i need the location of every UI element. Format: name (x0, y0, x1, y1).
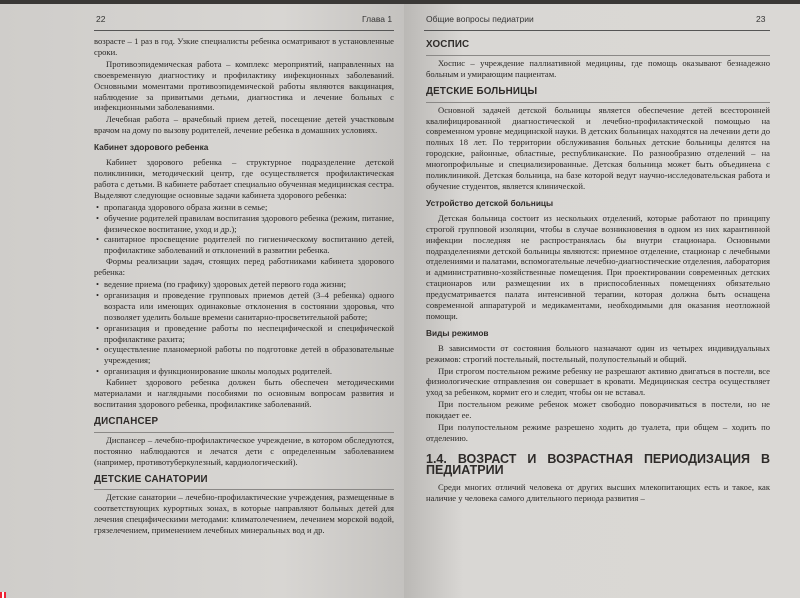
right-running-head: Общие вопросы педиатрии (426, 14, 534, 24)
cabinet-heading: Кабинет здорового ребенка (94, 142, 209, 153)
left-header-rule (94, 30, 394, 31)
paragraph: Детская больница состоит из нескольких отделений, которые работают по принципу строгой групповой изоляции, чтобы в случае возникновения в одном из них карантинной инфекции последняя не распространялась бы внутри стационара. Основными подразделениями детской больницы являются: приемное отделение, стационар с лечебными отделениями и палатами, вспомогательные лечебно-диагностические отделения, лаборатория и административно-хозяйственные помещения. При проектировании современных детских стационаров или размещении их в приспособленных помещениях обязательно предусматривается палата интенсивной терапии, которая должна быть оснащена современной аппаратурой и медикаментами, необходимыми для оказания неотложной помощи. (426, 212, 770, 321)
paragraph: Хоспис – учреждение паллиативной медицины, где помощь оказывают безнадежно больным и умирающим пациентам. (426, 57, 770, 79)
right-page-number: 23 (756, 14, 766, 24)
sanatorium-heading: ДЕТСКИЕ САНАТОРИИ (94, 473, 208, 485)
paragraph: В зависимости от состояния больного назначают один из четырех индивидуальных режимов: строгий постельный, постельный, полупостельный и общий. (426, 342, 770, 364)
list-item: • осуществление планомерной работы по подготовке детей в образовательные учреждения; (94, 344, 394, 366)
divider (426, 102, 770, 103)
dispensary-heading: ДИСПАНСЕР (94, 415, 159, 427)
paragraph: Среди многих отличий человека от других высших млекопитающих есть и такое, как наличие у человека самого длительного периода развития – (426, 481, 770, 503)
left-text-column (94, 36, 394, 537)
divider (94, 432, 394, 433)
tasks-list (94, 202, 394, 257)
divider (94, 489, 394, 490)
right-text-column (426, 36, 770, 505)
paragraph: Формы реализации задач, стоящих перед работниками кабинета здорового ребенка: (94, 256, 394, 278)
regimes-heading: Виды режимов (426, 327, 489, 338)
list-item: • организация и функционирование школы молодых родителей. (94, 366, 394, 377)
list-item: • пропаганда здорового образа жизни в семье; (94, 202, 394, 213)
paragraph: Противоэпидемическая работа – комплекс мероприятий, направленных на своевременную диагностику и профилактику инфекционных заболеваний. Основными моментами противоэпидемической работы являются вакцинация, наблюдение за привитыми детьми, диагностика и лечение больных с инфекционными заболеваниями. (94, 58, 394, 113)
paragraph: Лечебная работа – врачебный прием детей, посещение детей участковым врачом на дому по вызову родителей, лечение ребенка в домашних условиях. (94, 114, 394, 136)
paragraph: Кабинет здорового ребенка должен быть обеспечен методическими материалами и наглядными пособиями по основным вопросам развития и воспитания здорового ребенка, профилактике заболеваний. (94, 377, 394, 409)
section-heading: 1.4. ВОЗРАСТ И ВОЗРАСТНАЯ ПЕРИОДИЗАЦИЯ В ПЕДИАТРИИ (426, 451, 770, 477)
left-page (0, 4, 404, 598)
paragraph: При полупостельном режиме разрешено ходить до туалета, при общем – ходить по отделению. (426, 422, 770, 443)
left-running-head: Глава 1 (362, 14, 393, 24)
paragraph: Основной задачей детской больницы является обеспечение детей всесторонней квалифицированной диагностической и лечебно-профилактической помощью на современном уровне медицинской науки. В детских больницах находятся на лечении дети до полных 18 лет. По территории обслуживания больных детские больницы делятся на городские, районные, областные, республиканские. По разнообразию отделений – на многопрофильные и специализированные. Детская больница может быть объединена с поликлиникой. Детская больница, на базе которой ведут научно-исследовательская работа и обучение студентов, является клинической. (426, 104, 770, 191)
paragraph: возрасте – 1 раз в год. Узкие специалисты ребенка осматривают в установленные сроки. (94, 36, 394, 57)
right-header-rule (424, 30, 770, 31)
ruler-marker (0, 592, 6, 598)
right-page (404, 4, 800, 598)
hospitals-heading: ДЕТСКИЕ БОЛЬНИЦЫ (426, 85, 538, 97)
paragraph: Кабинет здорового ребенка – структурное подразделение детской поликлиники, методический центр, где осуществляется профилактическая работа с детьми. В кабинете работает специально обученная медицинская сестра. Выделяют следующие основные задачи кабинета здорового ребенка: (94, 157, 394, 200)
list-item: • ведение приема (по графику) здоровых детей первого года жизни; (94, 279, 394, 290)
forms-list (94, 279, 394, 377)
list-item: • обучение родителей правилам воспитания здорового ребенка (режим, питание, физическое воспитание, уход и др.); (94, 213, 394, 235)
list-item: • организация и проведение работы по неспецифической и специфической профилактике рахита; (94, 323, 394, 345)
paragraph: Детские санатории – лечебно-профилактические учреждения, размещенные в соответствующих курортных зонах, в которые направляют больных детей для лечения специфическими методами: климатолечением, лечением морской водой, грязелечением, применением лечебных минеральных вод и др. (94, 492, 394, 536)
structure-heading: Устройство детской больницы (426, 197, 554, 208)
paragraph: При строгом постельном режиме ребенку не разрешают активно двигаться в постели, все физиологические отправления он совершает в кровати. Медицинская сестра осуществляет уход за ребенком, кормит его и следит, чтобы он не вставал. (426, 365, 770, 398)
list-item: • санитарное просвещение родителей по гигиеническому воспитанию детей, профилактике заболеваний и отклонений в развитии ребенка. (94, 234, 394, 256)
paragraph: Диспансер – лечебно-профилактическое учреждение, в котором обследуются, постоянно наблюдаются и лечатся дети с определенным заболеванием (например, противотуберкулезный, кардиологический). (94, 434, 394, 467)
paragraph: При постельном режиме ребенок может свободно поворачиваться в постели, но не покидает ее. (426, 399, 770, 421)
divider (426, 55, 770, 56)
left-page-number: 22 (96, 14, 106, 24)
list-item: • организация и проведение групповых приемов детей (3–4 ребенка) одного возраста или имеющих одинаковые отклонения в состоянии здоровья, что позволяет уделить больше времени санитарно-просветительной работе; (94, 290, 394, 323)
hospice-heading: ХОСПИС (426, 39, 470, 50)
